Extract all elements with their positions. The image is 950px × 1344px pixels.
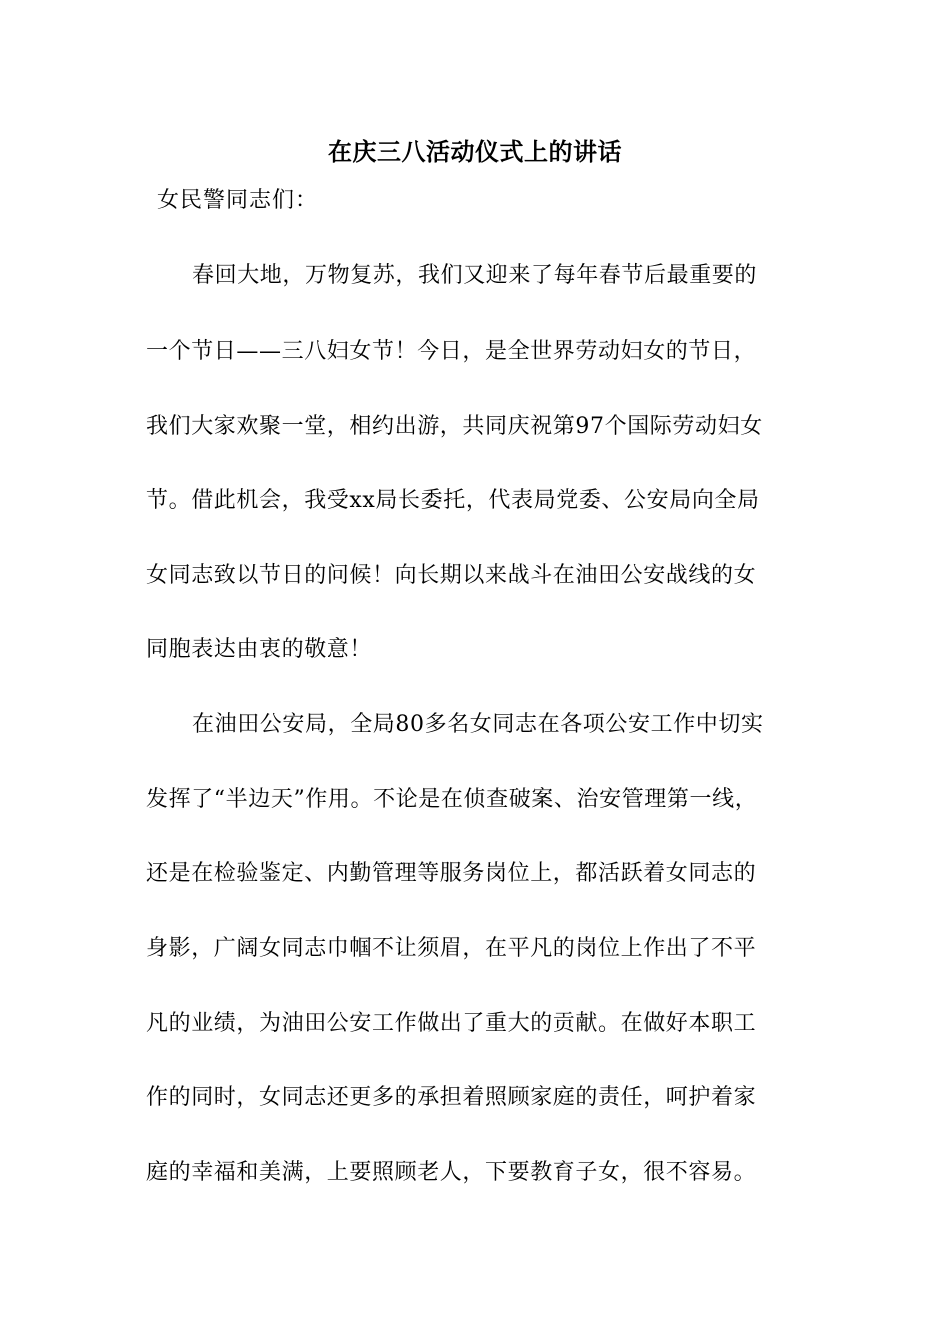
paragraph-line: 庭的幸福和美满，上要照顾老人，下要教育子女，很不容易。 [146,1160,757,1185]
salutation: 女民警同志们： [157,188,319,213]
paragraph-line: 身影，广阔女同志巾帼不让须眉，在平凡的岗位上作出了不平 [146,936,757,961]
paragraph-line: 同胞表达由衷的敬意！ [146,637,373,662]
paragraph-line: 凡的业绩，为油田公安工作做出了重大的贡献。在做好本职工 [146,1011,757,1036]
document-title: 在庆三八活动仪式上的讲话 [328,138,622,166]
paragraph-line: 还是在检验鉴定、内勤管理等服务岗位上，都活跃着女同志的 [146,861,757,886]
paragraph-line: 作的同时，女同志还更多的承担着照顾家庭的责任，呵护着家 [146,1085,757,1110]
paragraph-line: 一个节日——三八妇女节！今日，是全世界劳动妇女的节日， [146,339,757,364]
paragraph-line: 女同志致以节日的问候！向长期以来战斗在油田公安战线的女 [146,563,757,588]
paragraph-line: 春回大地，万物复苏，我们又迎来了每年春节后最重要的 [192,263,758,288]
paragraph-line: 节。借此机会，我受xx局长委托，代表局党委、公安局向全局 [146,488,760,513]
paragraph-line: 我们大家欢聚一堂，相约出游，共同庆祝第97个国际劳动妇女 [146,414,763,439]
paragraph-line: 在油田公安局，全局80多名女同志在各项公安工作中切实 [192,712,764,737]
paragraph-line: 发挥了“半边天”作用。不论是在侦查破案、治安管理第一线， [146,787,758,812]
